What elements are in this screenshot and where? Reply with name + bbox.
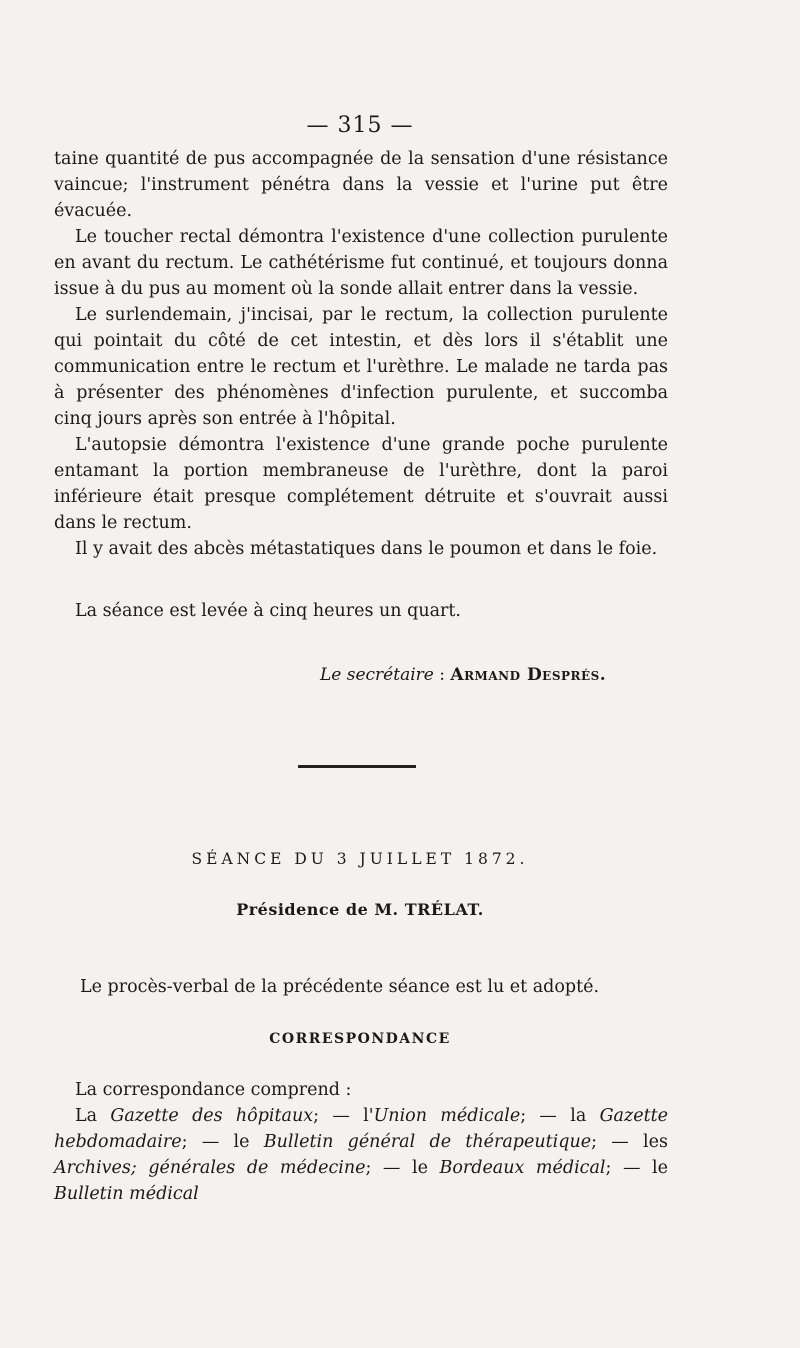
section-heading: CORRESPONDANCE: [269, 1031, 451, 1047]
paragraph: L'autopsie démontra l'existence d'une grande poche purulente entamant la portion membraneuse de l'urèthre, dont la paroi inférieure était presque complétement détruite et s'ouvrait aussi dans le rectum.: [54, 435, 668, 533]
correspondance-list: [54, 1103, 668, 1207]
body-text-top: [54, 146, 668, 562]
text-fragment: ; — le: [605, 1158, 668, 1178]
journal-title: Gazette des hôpitaux: [110, 1106, 314, 1126]
journal-title: Archives; générales de médecine: [54, 1158, 366, 1178]
text-fragment: ; — le: [181, 1132, 264, 1152]
closing-line: La séance est levée à cinq heures un quart.: [75, 601, 461, 621]
session-title: SÉANCE DU 3 JUILLET 1872.: [191, 850, 529, 868]
paragraph: taine quantité de pus accompagnée de la sensation d'une résistance vaincue; l'instrument pénétra dans la vessie et l'urine put être évacuée.: [54, 149, 668, 221]
signature-separator: :: [433, 665, 451, 685]
text-fragment: La: [75, 1106, 111, 1126]
correspondance-intro: La correspondance comprend :: [75, 1080, 352, 1100]
text-fragment: ; — l': [313, 1106, 374, 1126]
paragraph: Le toucher rectal démontra l'existence d'une collection purulente en avant du rectum. Le cathétérisme fut continué, et toujours donna issue à du pus au moment où la sonde allait entrer dans la vessie.: [54, 227, 668, 299]
presidence-line: Présidence de M. TRÉLAT.: [236, 900, 484, 919]
signature: [320, 662, 606, 688]
section-divider: [298, 765, 416, 768]
paragraph: Le surlendemain, j'incisai, par le rectum, la collection purulente qui pointait du côté de cet intestin, et dès lors il s'établit une communication entre le rectum et l'urèthre. Le malade ne tarda pas à présenter des phénomènes d'infection purulente, et succomba cinq jours après son entrée à l'hôpital.: [54, 305, 668, 429]
page-number: — 315 —: [306, 113, 414, 138]
signature-name: Armand Després.: [450, 665, 607, 685]
text-fragment: ; — le: [365, 1158, 440, 1178]
signature-role: Le secrétaire: [320, 665, 434, 685]
text-fragment: ; — la: [520, 1106, 600, 1126]
journal-title: Union médicale: [373, 1106, 521, 1126]
journal-title: Bulletin général de thérapeutique: [263, 1132, 592, 1152]
journal-title: Gazette hebdomadaire: [54, 1106, 668, 1152]
paragraph: Il y avait des abcès métastatiques dans le poumon et dans le foie.: [75, 539, 658, 559]
journal-title: Bulletin médical: [54, 1184, 199, 1204]
proces-verbal: Le procès-verbal de la précédente séance est lu et adopté.: [80, 977, 600, 997]
journal-title: Bordeaux médical: [439, 1158, 606, 1178]
body-text-correspondance: [54, 1077, 668, 1207]
text-fragment: ; — les: [591, 1132, 668, 1152]
